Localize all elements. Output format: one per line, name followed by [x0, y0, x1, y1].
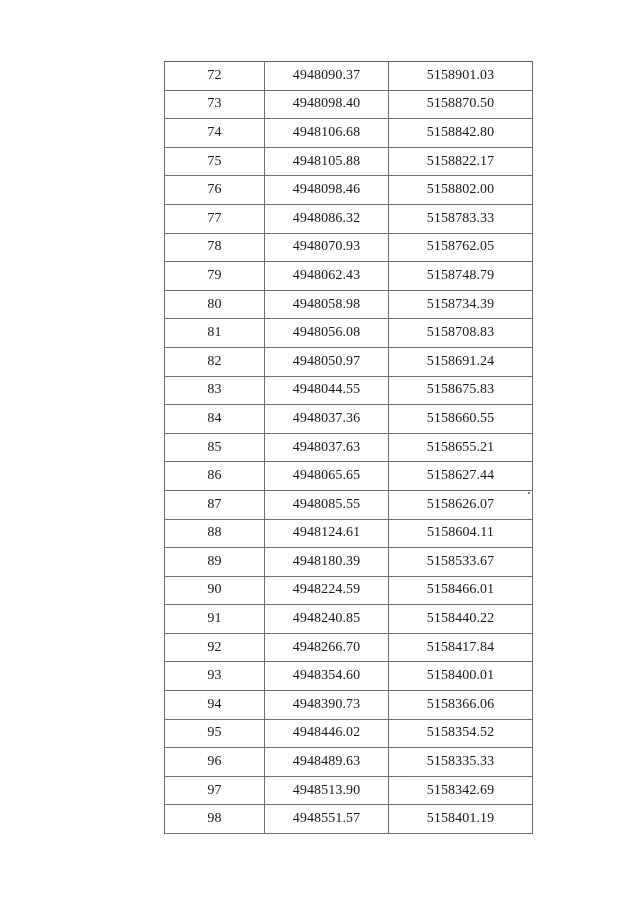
y-coordinate-cell: 5158655.21 [389, 433, 533, 462]
x-coordinate-cell: 4948446.02 [265, 719, 389, 748]
y-coordinate-cell: 5158466.01 [389, 576, 533, 605]
x-coordinate-cell: 4948551.57 [265, 805, 389, 834]
y-coordinate-cell: 5158627.44 [389, 462, 533, 491]
y-coordinate-cell: 5158822.17 [389, 147, 533, 176]
table-row [165, 119, 533, 148]
y-coordinate-cell: 5158734.39 [389, 290, 533, 319]
point-number-cell: 87 [165, 490, 265, 519]
coordinates-table [164, 61, 533, 834]
table-row [165, 462, 533, 491]
table-row [165, 691, 533, 720]
y-coordinate-cell: 5158400.01 [389, 662, 533, 691]
coordinates-table-body [165, 62, 533, 834]
x-coordinate-cell: 4948056.08 [265, 319, 389, 348]
table-row [165, 576, 533, 605]
y-coordinate-cell: 5158401.19 [389, 805, 533, 834]
y-coordinate-cell: 5158660.55 [389, 405, 533, 434]
point-number-cell: 77 [165, 204, 265, 233]
y-coordinate-cell: 5158802.00 [389, 176, 533, 205]
point-number-cell: 82 [165, 347, 265, 376]
table-row [165, 147, 533, 176]
table-row [165, 719, 533, 748]
x-coordinate-cell: 4948037.36 [265, 405, 389, 434]
table-row [165, 347, 533, 376]
table-row [165, 262, 533, 291]
x-coordinate-cell: 4948058.98 [265, 290, 389, 319]
y-coordinate-cell: 5158762.05 [389, 233, 533, 262]
table-row [165, 376, 533, 405]
point-number-cell: 75 [165, 147, 265, 176]
y-coordinate-cell: 5158901.03 [389, 62, 533, 91]
x-coordinate-cell: 4948390.73 [265, 691, 389, 720]
point-number-cell: 93 [165, 662, 265, 691]
table-row [165, 605, 533, 634]
table-row [165, 405, 533, 434]
point-number-cell: 80 [165, 290, 265, 319]
point-number-cell: 84 [165, 405, 265, 434]
y-coordinate-cell: 5158417.84 [389, 633, 533, 662]
y-coordinate-cell: 5158533.67 [389, 548, 533, 577]
y-coordinate-cell: 5158870.50 [389, 90, 533, 119]
table-row [165, 776, 533, 805]
table-row [165, 748, 533, 777]
point-number-cell: 73 [165, 90, 265, 119]
table-row [165, 662, 533, 691]
y-coordinate-cell: 5158842.80 [389, 119, 533, 148]
y-coordinate-cell: 5158335.33 [389, 748, 533, 777]
point-number-cell: 96 [165, 748, 265, 777]
point-number-cell: 92 [165, 633, 265, 662]
table-row [165, 805, 533, 834]
point-number-cell: 79 [165, 262, 265, 291]
x-coordinate-cell: 4948065.65 [265, 462, 389, 491]
x-coordinate-cell: 4948044.55 [265, 376, 389, 405]
point-number-cell: 74 [165, 119, 265, 148]
point-number-cell: 94 [165, 691, 265, 720]
point-number-cell: 95 [165, 719, 265, 748]
x-coordinate-cell: 4948180.39 [265, 548, 389, 577]
table-row [165, 433, 533, 462]
point-number-cell: 89 [165, 548, 265, 577]
x-coordinate-cell: 4948098.40 [265, 90, 389, 119]
x-coordinate-cell: 4948124.61 [265, 519, 389, 548]
x-coordinate-cell: 4948070.93 [265, 233, 389, 262]
y-coordinate-cell: 5158708.83 [389, 319, 533, 348]
point-number-cell: 97 [165, 776, 265, 805]
scan-speck [406, 776, 407, 777]
table-row [165, 519, 533, 548]
x-coordinate-cell: 4948489.63 [265, 748, 389, 777]
table-row [165, 90, 533, 119]
y-coordinate-cell: 5158604.11 [389, 519, 533, 548]
point-number-cell: 88 [165, 519, 265, 548]
table-row [165, 319, 533, 348]
point-number-cell: 76 [165, 176, 265, 205]
x-coordinate-cell: 4948106.68 [265, 119, 389, 148]
x-coordinate-cell: 4948105.88 [265, 147, 389, 176]
x-coordinate-cell: 4948086.32 [265, 204, 389, 233]
point-number-cell: 98 [165, 805, 265, 834]
x-coordinate-cell: 4948037.63 [265, 433, 389, 462]
x-coordinate-cell: 4948354.60 [265, 662, 389, 691]
y-coordinate-cell: 5158626.07 [389, 490, 533, 519]
y-coordinate-cell: 5158691.24 [389, 347, 533, 376]
x-coordinate-cell: 4948098.46 [265, 176, 389, 205]
y-coordinate-cell: 5158783.33 [389, 204, 533, 233]
table-row [165, 490, 533, 519]
table-row [165, 62, 533, 91]
point-number-cell: 72 [165, 62, 265, 91]
point-number-cell: 78 [165, 233, 265, 262]
x-coordinate-cell: 4948062.43 [265, 262, 389, 291]
x-coordinate-cell: 4948224.59 [265, 576, 389, 605]
table-row [165, 633, 533, 662]
point-number-cell: 83 [165, 376, 265, 405]
y-coordinate-cell: 5158366.06 [389, 691, 533, 720]
table-row [165, 233, 533, 262]
table-row [165, 176, 533, 205]
y-coordinate-cell: 5158675.83 [389, 376, 533, 405]
point-number-cell: 90 [165, 576, 265, 605]
x-coordinate-cell: 4948090.37 [265, 62, 389, 91]
y-coordinate-cell: 5158748.79 [389, 262, 533, 291]
y-coordinate-cell: 5158354.52 [389, 719, 533, 748]
point-number-cell: 81 [165, 319, 265, 348]
table-row [165, 290, 533, 319]
x-coordinate-cell: 4948050.97 [265, 347, 389, 376]
table-row [165, 204, 533, 233]
x-coordinate-cell: 4948266.70 [265, 633, 389, 662]
y-coordinate-cell: 5158440.22 [389, 605, 533, 634]
x-coordinate-cell: 4948085.55 [265, 490, 389, 519]
y-coordinate-cell: 5158342.69 [389, 776, 533, 805]
scan-speck [528, 492, 530, 494]
table-row [165, 548, 533, 577]
point-number-cell: 86 [165, 462, 265, 491]
point-number-cell: 91 [165, 605, 265, 634]
x-coordinate-cell: 4948240.85 [265, 605, 389, 634]
point-number-cell: 85 [165, 433, 265, 462]
x-coordinate-cell: 4948513.90 [265, 776, 389, 805]
